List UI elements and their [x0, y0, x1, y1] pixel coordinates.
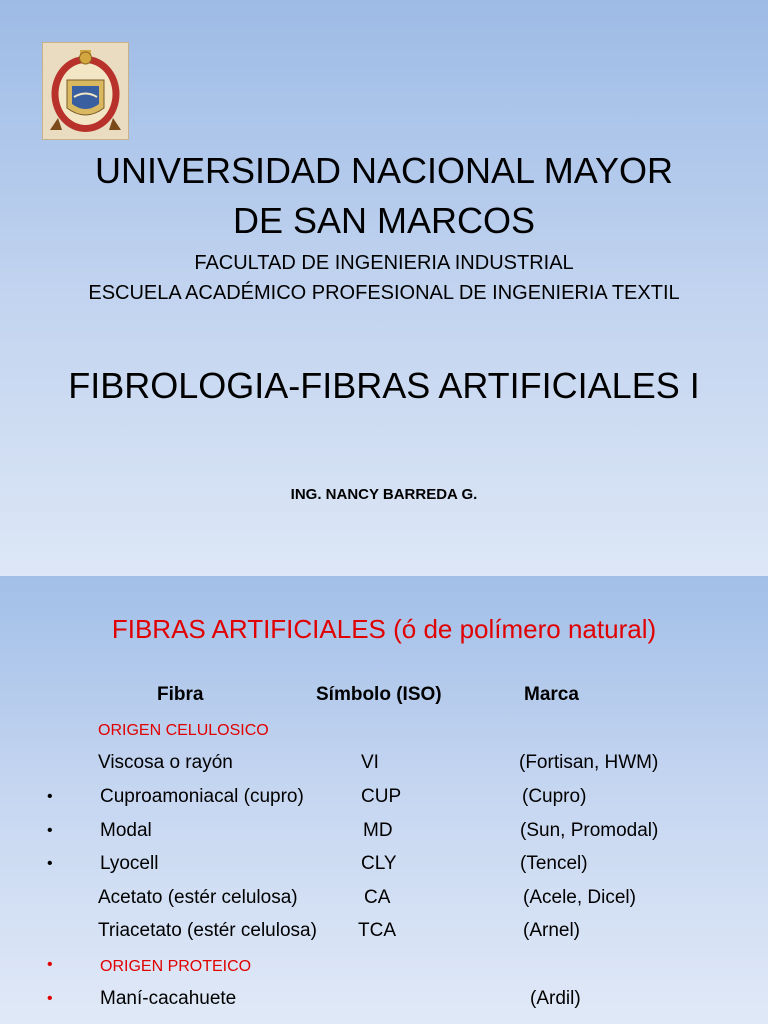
slide-title: FIBRAS ARTIFICIALES (ó de polímero natural) [111, 614, 657, 644]
table-row [0, 820, 768, 850]
origin-cellulosic-label: ORIGEN CELULOSICO [98, 722, 269, 739]
fiber-symbol: CUP [361, 786, 402, 807]
author-name: ING. NANCY BARREDA G. [290, 486, 478, 503]
course-title: FIBROLOGIA-FIBRAS ARTIFICIALES I [68, 365, 700, 406]
fiber-name: Cuproamoniacal (cupro) [100, 786, 304, 807]
fiber-symbol: CLY [361, 853, 397, 874]
fiber-brand: (Tencel) [520, 853, 588, 874]
table-row [0, 988, 768, 1018]
university-crest-logo [42, 42, 129, 140]
university-name-line2: DE SAN MARCOS [232, 200, 536, 241]
fiber-symbol: VI [361, 752, 379, 773]
origin-protein-label: ORIGEN PROTEICO [100, 958, 252, 975]
fiber-name: Acetato (estér celulosa) [98, 887, 298, 908]
table-row [0, 786, 768, 816]
bullet: • [47, 788, 53, 805]
fiber-brand: (Arnel) [523, 920, 581, 941]
fiber-symbol: MD [363, 820, 393, 841]
header-marca: Marca [524, 684, 579, 705]
fiber-brand: (Acele, Dicel) [523, 887, 636, 908]
table-row [0, 887, 768, 917]
fiber-name: Maní-cacahuete [100, 988, 237, 1009]
fiber-name: Lyocell [100, 853, 159, 874]
bullet: • [47, 822, 53, 839]
bullet: • [47, 990, 53, 1007]
origin-protein-row [0, 956, 768, 986]
header-simbolo: Símbolo (ISO) [316, 684, 442, 705]
fiber-symbol: TCA [358, 920, 396, 941]
table-row [0, 920, 768, 950]
fiber-name: Modal [100, 820, 152, 841]
bullet: • [47, 956, 53, 973]
fibers-slide [0, 576, 768, 1024]
fiber-symbol: CA [364, 887, 391, 908]
school-name: ESCUELA ACADÉMICO PROFESIONAL DE INGENIERIA TEXTIL [88, 282, 680, 304]
fiber-brand: (Fortisan, HWM) [519, 752, 659, 773]
faculty-name: FACULTAD DE INGENIERIA INDUSTRIAL [194, 252, 574, 274]
bullet: • [47, 855, 53, 872]
fiber-name: Viscosa o rayón [98, 752, 233, 773]
fiber-brand: (Cupro) [522, 786, 587, 807]
header-fibra: Fibra [157, 684, 204, 705]
table-row [0, 752, 768, 782]
university-name-line1: UNIVERSIDAD NACIONAL MAYOR [94, 150, 674, 191]
fiber-brand: (Ardil) [530, 988, 581, 1009]
fiber-name: Triacetato (estér celulosa) [98, 920, 317, 941]
table-row [0, 853, 768, 883]
fiber-brand: (Sun, Promodal) [520, 820, 659, 841]
